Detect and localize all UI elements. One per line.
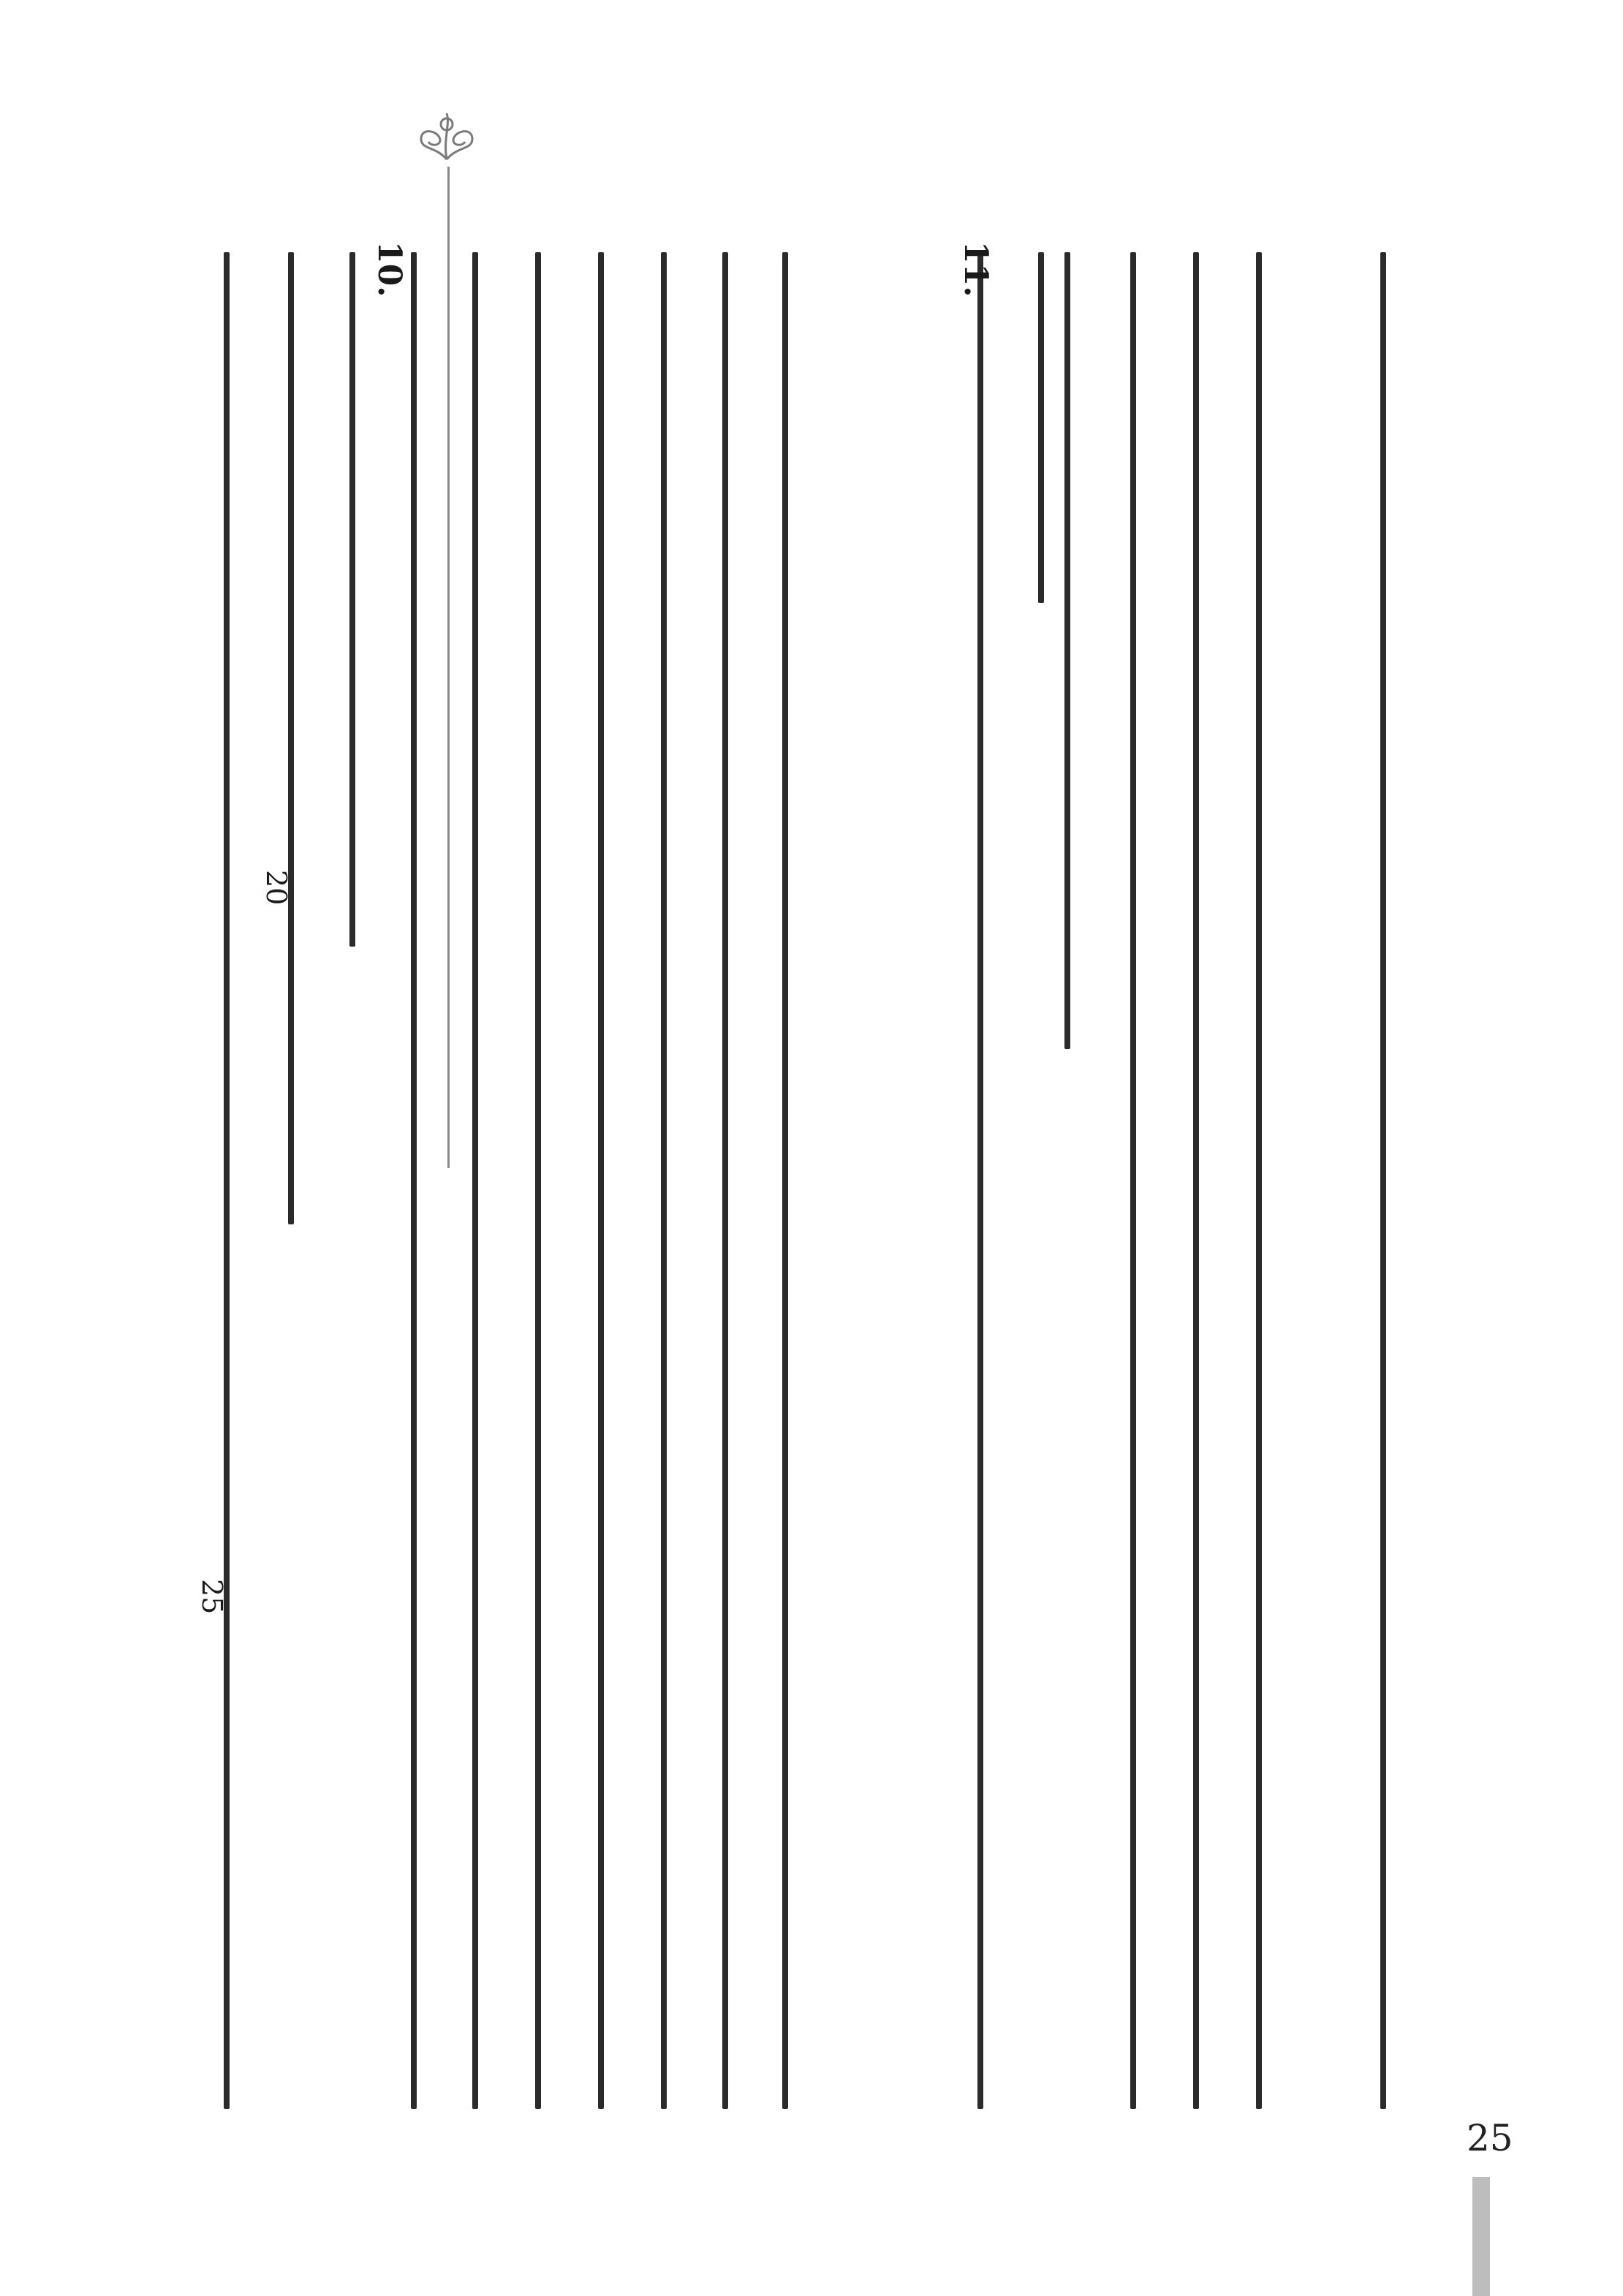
text-column	[1256, 252, 1262, 2109]
text-column	[224, 252, 230, 2109]
text-column	[598, 252, 604, 2109]
section-number: 10.	[371, 241, 408, 298]
text-column	[661, 252, 667, 2109]
running-header-rule	[447, 167, 450, 1168]
header-ornament-icon	[406, 110, 487, 161]
inline-number: 20	[260, 870, 292, 906]
page-edge-tab	[1472, 2177, 1490, 2296]
section-number: 11.	[957, 241, 994, 298]
text-column	[782, 252, 788, 2109]
text-column	[411, 252, 417, 2109]
text-column	[349, 252, 355, 947]
text-column	[1038, 252, 1044, 603]
text-column	[722, 252, 728, 2109]
text-column	[535, 252, 541, 2109]
text-column	[1064, 252, 1070, 1049]
text-column	[288, 252, 294, 1224]
text-column	[1380, 252, 1386, 2109]
text-column	[977, 252, 983, 2109]
text-column	[472, 252, 478, 2109]
text-column	[1130, 252, 1136, 2109]
inline-number: 25	[196, 1579, 228, 1615]
page-number: 25	[1467, 2117, 1513, 2159]
text-column	[1193, 252, 1199, 2109]
